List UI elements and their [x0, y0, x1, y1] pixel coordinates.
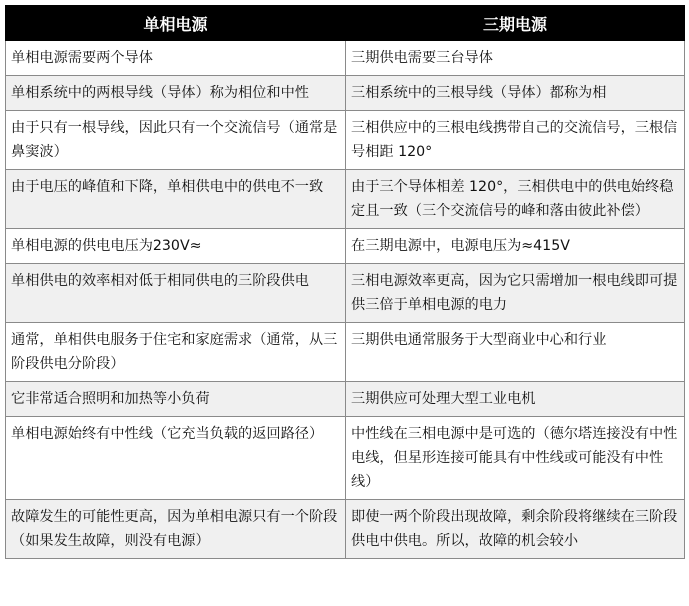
header-single-phase: 单相电源	[6, 6, 346, 41]
table-row	[6, 41, 685, 76]
table-cell-three-phase: 中性线在三相电源中是可选的（德尔塔连接没有中性电线，但星形连接可能具有中性线或可能没有中性线）	[346, 417, 685, 500]
table-row	[6, 417, 685, 500]
table-cell-three-phase: 三期供电通常服务于大型商业中心和行业	[346, 323, 685, 382]
table-row	[6, 229, 685, 264]
table-cell-single-phase: 单相系统中的两根导线（导体）称为相位和中性	[6, 76, 346, 111]
table-row	[6, 264, 685, 323]
table-cell-single-phase: 单相电源始终有中性线（它充当负载的返回路径）	[6, 417, 346, 500]
table-cell-three-phase: 三相系统中的三根导线（导体）都称为相	[346, 76, 685, 111]
table-cell-three-phase: 三相电源效率更高，因为它只需增加一根电线即可提供三倍于单相电源的电力	[346, 264, 685, 323]
table-row	[6, 500, 685, 559]
table-row	[6, 111, 685, 170]
table-row	[6, 170, 685, 229]
table-cell-single-phase: 通常，单相供电服务于住宅和家庭需求（通常，从三阶段供电分阶段）	[6, 323, 346, 382]
table-cell-three-phase: 三期供应可处理大型工业电机	[346, 382, 685, 417]
table-cell-three-phase: 三相供应中的三根电线携带自己的交流信号，三根信号相距 120°	[346, 111, 685, 170]
table-header-row	[6, 6, 685, 41]
table-row	[6, 76, 685, 111]
table-row	[6, 382, 685, 417]
table-cell-three-phase: 在三期电源中，电源电压为≈415V	[346, 229, 685, 264]
header-three-phase: 三期电源	[346, 6, 685, 41]
table-cell-three-phase: 由于三个导体相差 120°，三相供电中的供电始终稳定且一致（三个交流信号的峰和落由彼此补偿）	[346, 170, 685, 229]
table-cell-three-phase: 三期供电需要三台导体	[346, 41, 685, 76]
table-cell-single-phase: 单相电源需要两个导体	[6, 41, 346, 76]
table-cell-single-phase: 单相供电的效率相对低于相同供电的三阶段供电	[6, 264, 346, 323]
table-cell-single-phase: 由于只有一根导线，因此只有一个交流信号（通常是鼻窦波）	[6, 111, 346, 170]
table-cell-single-phase: 单相电源的供电电压为230V≈	[6, 229, 346, 264]
table-cell-single-phase: 由于电压的峰值和下降，单相供电中的供电不一致	[6, 170, 346, 229]
table-cell-single-phase: 故障发生的可能性更高，因为单相电源只有一个阶段（如果发生故障，则没有电源）	[6, 500, 346, 559]
table-cell-single-phase: 它非常适合照明和加热等小负荷	[6, 382, 346, 417]
comparison-table	[5, 5, 685, 559]
table-cell-three-phase: 即使一两个阶段出现故障，剩余阶段将继续在三阶段供电中供电。所以，故障的机会较小	[346, 500, 685, 559]
table-row	[6, 323, 685, 382]
